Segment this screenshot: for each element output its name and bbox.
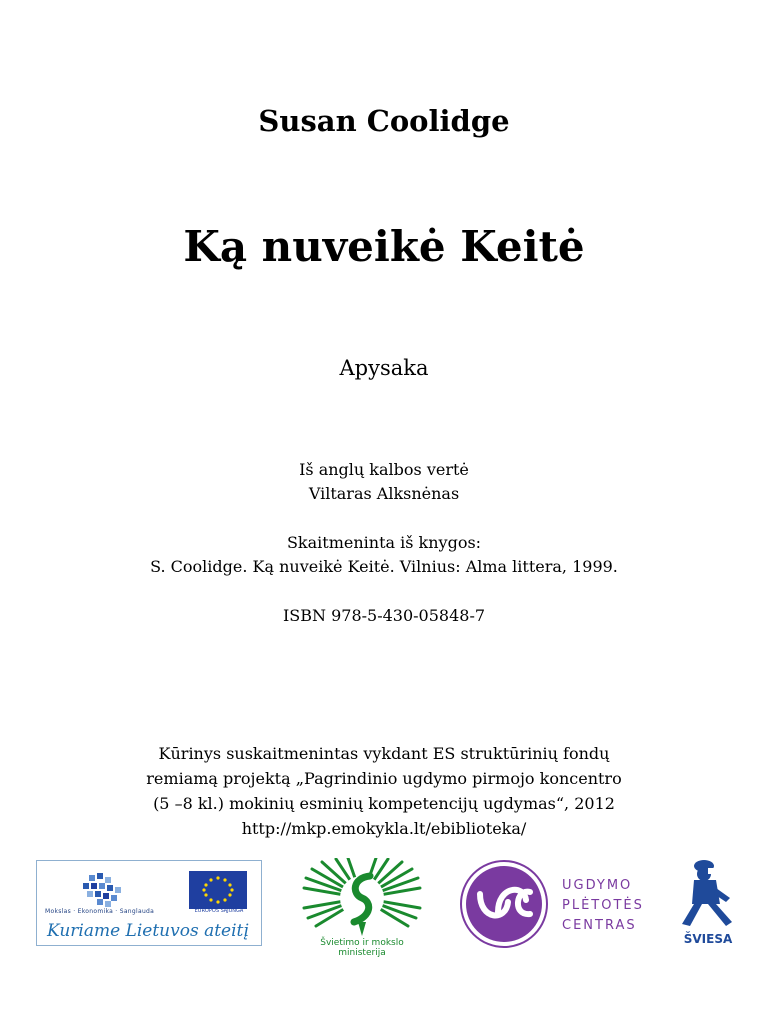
source-line-1: Skaitmeninta iš knygos: [286, 533, 482, 552]
ack-line-1: Kūrinys suskaitmenintas vykdant ES struktūrinių fondų [158, 744, 610, 763]
lithuania-pixel-map-icon [81, 873, 127, 907]
ack-line-2: remiamą projektą „Pagrindinio ugdymo pirmojo koncentro [146, 769, 622, 788]
upc-circle-icon [458, 860, 550, 948]
author-name: Susan Coolidge [258, 104, 510, 138]
isbn: ISBN 978-5-430-05848-7 [282, 606, 486, 625]
source-line-2: S. Coolidge. Ką nuveikė Keitė. Vilnius: Alma littera, 1999. [150, 557, 618, 576]
publisher-caption: ŠVIESA [683, 932, 733, 946]
ministry-logo [296, 858, 428, 958]
source-note [0, 531, 768, 579]
ack-line-3: (5 –8 kl.) mokinių esminių kompetencijų ugdymas“, 2012 [153, 794, 615, 813]
upc-line-3: CENTRAS [562, 918, 637, 933]
eu-project-logo [36, 860, 262, 946]
publisher-logo [680, 858, 736, 950]
book-title: Ką nuveikė Keitė [183, 222, 585, 271]
acknowledgement [0, 741, 768, 841]
translation-note [0, 458, 768, 506]
upc-text [562, 876, 644, 936]
eu-project-motto: Mokslas · Ekonomika · Sanglauda [45, 908, 155, 915]
translator-name: Viltaras Alksnėnas [308, 484, 460, 503]
translation-line: Iš anglų kalbos vertė [299, 460, 469, 479]
ack-url[interactable]: http://mkp.emokykla.lt/ebiblioteka/ [241, 819, 527, 838]
eu-project-slogan: Kuriame Lietuvos ateitį [47, 921, 249, 941]
upc-line-2: PLĖTOTĖS [562, 898, 644, 913]
ministry-caption: Švietimo ir mokslo ministerija [320, 938, 404, 958]
book-genre: Apysaka [339, 356, 429, 380]
eu-flag-icon [189, 871, 247, 909]
ministry-sun-icon [296, 858, 428, 938]
upc-line-1: UGDYMO [562, 878, 633, 893]
upc-logo [458, 860, 658, 950]
eu-caption: EUROPOS SĄJUNGA [194, 908, 244, 914]
reading-boy-icon [680, 858, 736, 930]
